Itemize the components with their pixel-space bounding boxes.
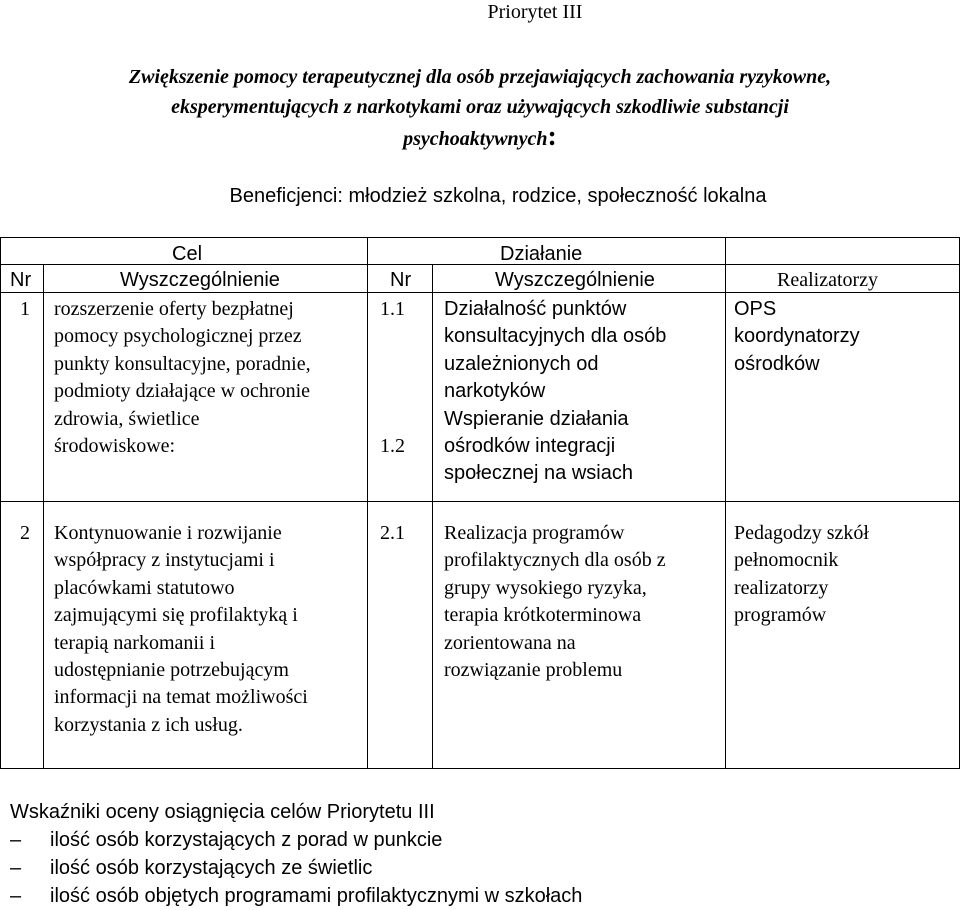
heading-line-1: Zwiększenie pomocy terapeutycznej dla osób przejawiających zachowania ryzykowne,: [128, 66, 832, 88]
row1-actions: [444, 296, 666, 488]
realizator-line: programów: [734, 604, 827, 627]
indicators-section: [10, 798, 582, 910]
dash-bullet: –: [10, 857, 22, 879]
row1-realizatorzy: [734, 296, 860, 378]
realizator-line: OPS: [734, 298, 777, 320]
header-wyszczegolnienie-cel: Wyszczególnienie: [120, 269, 280, 291]
row1-nr: 1: [20, 298, 30, 320]
cel-line: rozszerzenie oferty bezpłatnej: [54, 298, 294, 320]
action-1-2-nr: 1.2: [380, 435, 405, 457]
cel-line: placówkami statutowo: [54, 576, 235, 599]
action-line: profilaktycznych dla osób z: [444, 549, 666, 572]
row2-realizatorzy: [734, 520, 869, 630]
header-cel: Cel: [172, 243, 203, 265]
cel-line: korzystania z ich usług.: [54, 713, 243, 736]
indicator-item: [10, 882, 582, 910]
action-line: rozwiązanie problemu: [444, 659, 623, 682]
realizator-line: Pedagodzy szkół: [734, 522, 869, 544]
heading-line-2: eksperymentujących z narkotykami oraz używających szkodliwie substancji: [171, 96, 789, 118]
cel-line: środowiskowe:: [54, 435, 176, 458]
dash-bullet: –: [10, 885, 22, 907]
action-2-1-nr: 2.1: [380, 522, 405, 544]
realizator-line: ośrodków: [734, 352, 820, 375]
row2-cel: [54, 520, 308, 739]
heading-line-3: psychoaktywnych:: [403, 121, 557, 152]
row2-actions: [444, 520, 666, 684]
action-line: ośrodków integracji: [444, 435, 616, 458]
header-realizatorzy: Realizatorzy: [777, 269, 879, 291]
action-line: konsultacyjnych dla osób: [444, 325, 667, 348]
header-nr-cel: Nr: [10, 269, 32, 291]
action-line: Działalność punktów: [444, 298, 627, 320]
action-line: uzależnionych od: [444, 352, 599, 375]
cel-line: podmioty działające w ochronie: [54, 380, 311, 403]
row1-cel: [54, 296, 311, 460]
header-wyszczegolnienie-dzialanie: Wyszczególnienie: [495, 269, 655, 291]
indicator-text: ilość osób korzystających z porad w punkcie: [50, 829, 443, 851]
cel-line: udostępnianie potrzebującym: [54, 659, 289, 682]
indicators-title: Wskaźniki oceny osiągnięcia celów Priorytetu III: [10, 801, 435, 823]
priority-title: Priorytet III: [487, 1, 583, 23]
action-line: społecznej na wsiach: [444, 462, 633, 485]
cel-line: zdrowia, świetlice: [54, 407, 200, 430]
cel-line: Kontynuowanie i rozwijanie: [54, 522, 282, 544]
dash-bullet: –: [10, 829, 22, 851]
indicator-item: [10, 826, 582, 854]
header-nr-dzialanie: Nr: [390, 269, 412, 291]
cel-line: zajmującymi się profilaktyką i: [54, 604, 298, 627]
beneficiaries-text: Beneficjenci: młodzież szkolna, rodzice, społeczność lokalna: [229, 185, 767, 207]
action-line: terapia krótkoterminowa: [444, 604, 642, 627]
action-line: zorientowana na: [444, 631, 576, 654]
realizator-line: realizatorzy: [734, 576, 829, 599]
action-line: Wspieranie działania: [444, 407, 629, 430]
priority-heading: [0, 62, 960, 154]
action-line: grupy wysokiego ryzyka,: [444, 576, 647, 599]
cel-line: informacji na temat możliwości: [54, 686, 308, 709]
header-dzialanie: Działanie: [500, 243, 583, 265]
action-1-1-nr: 1.1: [380, 298, 405, 320]
realizator-line: pełnomocnik: [734, 549, 839, 572]
realizator-line: koordynatorzy: [734, 325, 860, 348]
indicator-item: [10, 854, 582, 882]
row2-nr: 2: [20, 522, 30, 544]
action-line: Realizacja programów: [444, 522, 625, 544]
cel-line: współpracy z instytucjami i: [54, 549, 275, 572]
indicator-text: ilość osób objętych programami profilaktycznymi w szkołach: [50, 885, 583, 907]
cel-line: terapią narkomanii i: [54, 631, 216, 654]
action-line: narkotyków: [444, 380, 546, 403]
cel-line: punkty konsultacyjne, poradnie,: [54, 352, 311, 375]
cel-line: pomocy psychologicznej przez: [54, 325, 302, 348]
indicator-text: ilość osób korzystających ze świetlic: [50, 857, 373, 879]
